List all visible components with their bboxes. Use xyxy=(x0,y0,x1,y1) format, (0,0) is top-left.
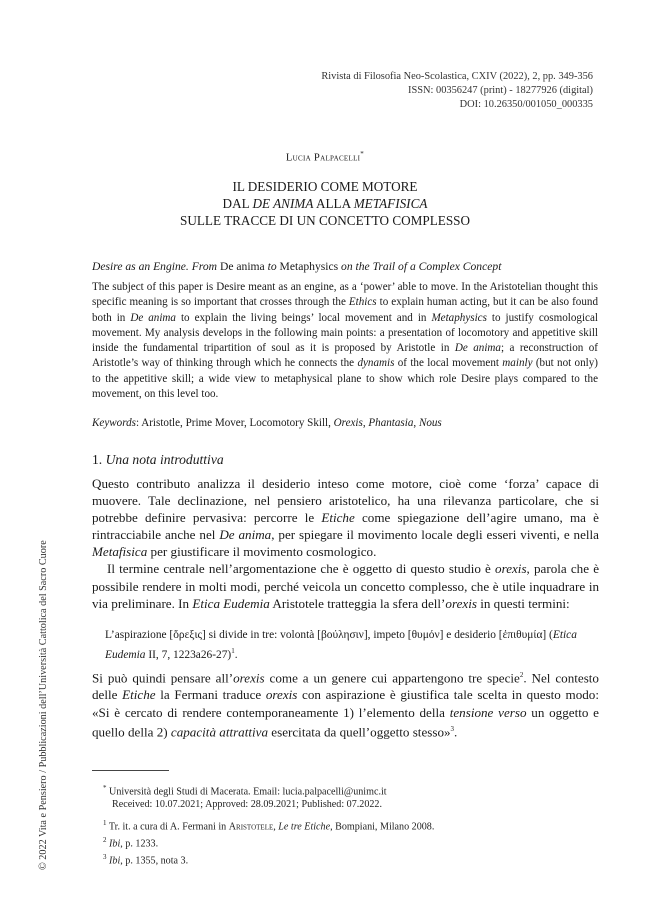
footnote-2: $^2$ Ibi, p. 1233. xyxy=(103,835,159,850)
footnote-ref-1: 1 xyxy=(231,646,235,655)
body-text-upper xyxy=(92,475,599,612)
keywords: Keywords: Aristotle, Prime Mover, Locomotory Skill, Orexis, Phantasia, Nous xyxy=(92,417,442,429)
title-line-1: IL DESIDERIO COME MOTORE xyxy=(232,179,418,194)
section-heading: 1. Una nota introduttiva xyxy=(92,452,224,467)
article-title xyxy=(0,178,650,229)
block-quote: L’aspirazione [ὄρεξις] si divide in tre: volontà [βούλησιν], impeto [θυμόν] e desiderio [ἐπιθυμία] (Etica Eudemia II, 7, 1223a26-27)$^1$. xyxy=(105,629,577,661)
abstract: The subject of this paper is Desire meant as an engine, as a ‘power’ able to move. In the Aristotelian thought this specific meaning is so important that crosses through the Ethics to explain human acting, but it can be also found both in De anima to explain the living beings’ local movement and in Metaphysics to justify cosmological movement. My analysis develops in the following main points: a presentation of locomotory and appetitive skill inside the fundamental tripartition of soul as it is proposed by Aristotle in De anima; a reconstruction of Aristotle’s way of thinking through which he connects the dynamis of the local movement mainly (but not only) to the appetitive skill; a wide view to metaphysical plane to show which role Desire plays compared to the movement, on this level too. xyxy=(92,281,598,400)
footnotes xyxy=(103,817,593,868)
journal-header xyxy=(321,70,593,112)
title-line-3: SULLE TRACCE DI UN CONCETTO COMPLESSO xyxy=(179,213,471,228)
paragraph-1: Questo contributo analizza il desiderio inteso come motore, cioè come ‘forza’ capace di muovere. Tale declinazione, nel pensiero aristotelico, ha una rilevanza particolare, che si potrebbe definire pervasiva: percorre le Etiche come spiegazione dell’agire umano, ma è rintracciabile anche nel De anima, per spiegare il movimento locale degli esseri viventi, e nella Metafisica per giustificare il movimento cosmologico. xyxy=(92,476,599,560)
english-title: Desire as an Engine. From De anima to Metaphysics on the Trail of a Complex Concept xyxy=(92,260,502,273)
title-line-2: DAL DE ANIMA ALLA METAFISICA xyxy=(222,196,428,211)
footnote-ref-2: 2 xyxy=(519,671,524,679)
copyright-notice: © 2022 Vita e Pensiero / Pubblicazioni dell’Università Cattolica del Sacro Cuore xyxy=(38,540,49,870)
footnote-ref-3: 3 xyxy=(450,724,455,733)
footnote-3: $^3$ Ibi, p. 1355, nota 3. xyxy=(103,852,189,867)
footnote-1: $^1$ Tr. it. a cura di A. Fermani in Aristotele, Le tre Etiche, Bompiani, Milano 2008. xyxy=(103,819,435,833)
author-footnote-mark: * xyxy=(360,150,365,158)
author-name: Lucia Palpacelli* xyxy=(285,150,365,164)
footnote-divider xyxy=(92,770,169,771)
journal-citation: Rivista di Filosofia Neo-Scolastica, CXIV (2022), 2, pp. 349-356 xyxy=(321,71,593,82)
paragraph-3: Si può quindi pensare all’orexis come a un genere cui appartengono tre specie$^2$. Nel contesto delle Etiche la Fermani traduce orexis con aspirazione è giustifica tale scelta in questo modo: «Si è cercato di rendere contemporaneamente 1) l’elemento della tensione verso un oggetto e quello della 2) capacità attrattiva esercitata da quell’oggetto stesso»$^3$. xyxy=(92,670,599,739)
author-footnote: * Università degli Studi di Macerata. Email: lucia.palpacelli@unimc.it Received: 10.07.2021; Approved: 28.09.2021; Published: 07.2022. xyxy=(103,784,387,810)
issn: ISSN: 00356247 (print) - 18277926 (digital) xyxy=(408,85,593,96)
paragraph-2: Il termine centrale nell’argomentazione che è oggetto di questo studio è orexis, parola che è possibile rendere in molti modi, perché veicola un concetto complesso, che è utile inquadrare in via preliminare. In Etica Eudemia Aristotele tratteggia la sfera dell’orexis in questi termini: xyxy=(92,561,600,611)
doi: DOI: 10.26350/001050_000335 xyxy=(459,99,593,110)
